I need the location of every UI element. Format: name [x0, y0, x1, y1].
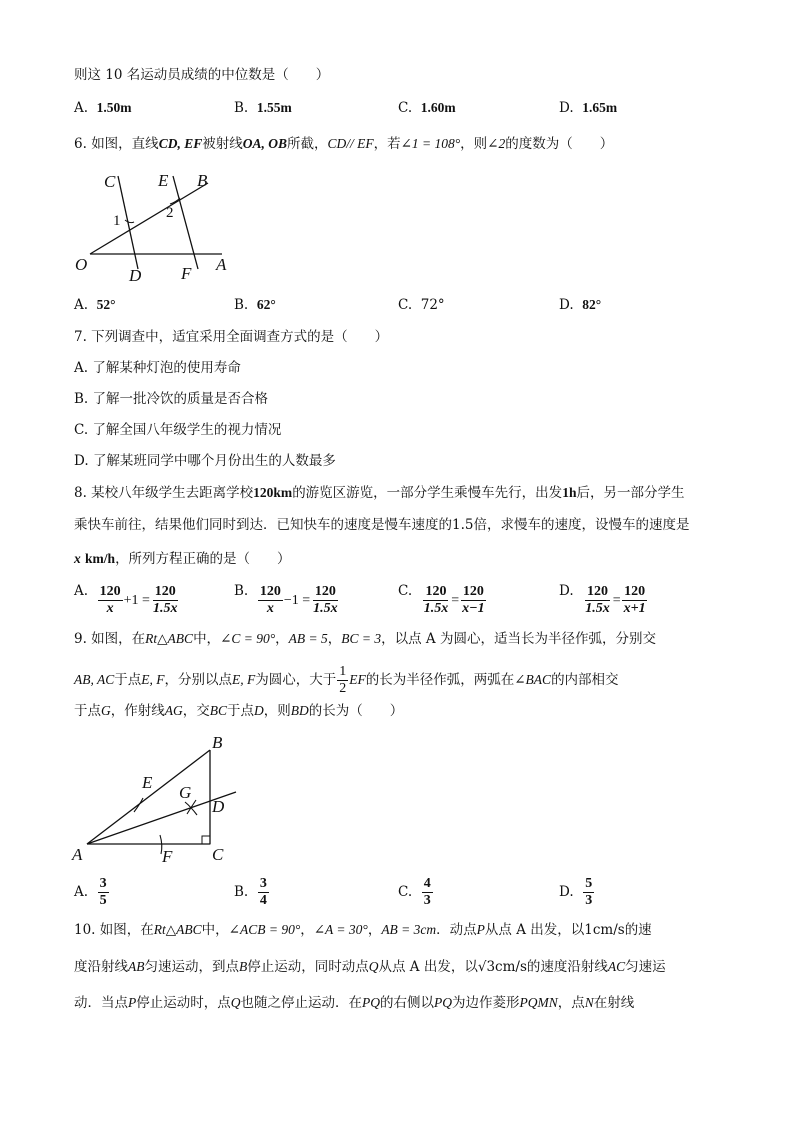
q6-text: 如图，直线: [91, 136, 159, 152]
q9-text: 中，: [193, 631, 221, 647]
numerator: 3: [99, 876, 107, 891]
q9-text: ，以点 A 为圆心，适当长为半径作弧，分别交: [381, 631, 656, 647]
q8-text: 乘快车前往，结果他们同时到达．已知快车的速度是慢车速度的: [74, 517, 452, 533]
option-label: D.: [559, 297, 574, 313]
label-d: D: [129, 266, 142, 285]
q5-stem-tail: 则这 10 名运动员成绩的中位数是（ ）: [74, 67, 330, 83]
option-value: 了解全国八年级学生的视力情况: [92, 422, 282, 438]
q8-ratio: 1.5: [452, 517, 474, 533]
q9-text: 于点: [114, 672, 142, 688]
label-2: 2: [166, 205, 174, 221]
q8-text: ，所列方程正确的是（ ）: [115, 551, 291, 567]
q10-text: 也随之停止运动．在: [240, 995, 362, 1011]
q9-stem-line2: [74, 664, 619, 697]
denominator: x+1: [623, 601, 646, 616]
option-label: A.: [74, 583, 89, 599]
label-e: E: [158, 171, 169, 190]
option-label: A.: [74, 100, 89, 116]
label-b: B: [212, 733, 223, 752]
q8-stem-line2: [74, 516, 689, 534]
q10-text: 动．当点: [74, 995, 128, 1011]
q9-bc: BC: [209, 703, 228, 718]
q9-stem-line3: [74, 702, 403, 720]
option-label: D.: [559, 100, 574, 116]
q8-distance: 120km: [253, 485, 293, 500]
q10-text: 在射线: [593, 995, 635, 1011]
q10-text: 停止运动，同时动点: [247, 959, 369, 975]
numerator: 120: [586, 584, 608, 599]
q10-q: Q: [368, 959, 379, 974]
q8-option-d[interactable]: [559, 582, 649, 617]
question-number: 6.: [74, 136, 87, 152]
q8-stem-line1: [74, 484, 684, 502]
q9-text: 的长为（ ）: [308, 703, 404, 719]
q9-option-d[interactable]: [559, 876, 595, 909]
q9-text: 的内部相交: [551, 672, 619, 688]
option-label: B.: [234, 297, 249, 313]
option-equation: [421, 584, 488, 617]
label-b: B: [197, 171, 208, 190]
label-g: G: [179, 783, 192, 802]
q9-figure: [70, 730, 250, 870]
option-value: 1.65m: [582, 100, 618, 115]
q9-option-a[interactable]: [74, 876, 110, 909]
operator: =: [451, 592, 460, 608]
option-label: B.: [234, 884, 249, 900]
line-cd: [118, 176, 138, 269]
q10-angle-a: ∠A = 30°: [313, 922, 368, 937]
q6-text: ，则: [460, 136, 488, 152]
q9-text: ，作射线: [110, 703, 165, 719]
q9-ef: EF: [349, 672, 366, 687]
ray-ob: [90, 183, 208, 254]
q8-hour: 1h: [562, 485, 577, 500]
q9-text: 于点: [227, 703, 255, 719]
denominator: x: [266, 601, 274, 616]
label-a: A: [216, 255, 227, 274]
option-label: A.: [74, 297, 89, 313]
label-f: F: [181, 264, 192, 283]
q9-g: G: [101, 703, 111, 718]
q8-stem-line3: [74, 550, 291, 568]
q10-text: 10. 如图，在: [74, 922, 154, 938]
q6-text: 所截，: [286, 136, 328, 152]
q7-option-b[interactable]: [74, 390, 268, 408]
q10-text: 为边作菱形: [452, 995, 520, 1011]
numerator: 1: [339, 664, 347, 679]
option-label: C.: [398, 100, 413, 116]
q9-bc: BC = 3: [341, 631, 382, 646]
q8-text: 倍，求慢车的速度，设慢车的速度是: [473, 517, 690, 533]
q8-text: 8. 某校八年级学生去距离学校: [74, 485, 254, 501]
q10-ab: AB: [128, 959, 145, 974]
q6-rays: OA, OB: [242, 136, 287, 151]
denominator: 3: [423, 893, 431, 908]
option-label: D.: [74, 453, 89, 469]
operator: =: [612, 592, 621, 608]
option-equation: [257, 584, 341, 617]
denominator: 1.5x: [423, 601, 449, 616]
q10-text: 从点 A 出发，以: [484, 922, 585, 938]
q10-text: 中，: [201, 922, 229, 938]
side-ab: [87, 750, 210, 844]
numerator: 120: [154, 584, 176, 599]
q9-bd: BD: [290, 703, 309, 718]
q6-angle1: ∠1 = 108°: [400, 136, 461, 151]
q10-pq: PQ: [362, 995, 380, 1010]
option-label: C.: [398, 583, 413, 599]
q10-text: 度沿射线: [74, 959, 128, 975]
denominator: 4: [259, 893, 267, 908]
q8-text: 后，另一部分学生: [576, 485, 685, 501]
numerator: 120: [624, 584, 646, 599]
numerator: 120: [259, 584, 281, 599]
q10-ab: AB = 3cm: [381, 922, 437, 937]
q10-text: 的速度沿射线: [526, 959, 608, 975]
q8-unit: km/h: [85, 551, 116, 566]
q10-text: 的右侧以: [380, 995, 434, 1011]
q9-d: D: [254, 703, 264, 718]
q6-option-d[interactable]: [559, 296, 601, 314]
q9-ab: AB = 5: [288, 631, 328, 646]
option-value: 82°: [582, 297, 602, 312]
option-equation: [97, 584, 181, 617]
q9-text: ，分别以点: [164, 672, 232, 688]
q5-option-b[interactable]: [234, 99, 292, 117]
option-value: 62°: [256, 297, 276, 312]
denominator: 1.5x: [313, 601, 338, 616]
option-label: A.: [74, 360, 89, 376]
option-label: A.: [74, 884, 89, 900]
arc-e: [134, 798, 143, 812]
label-c: C: [212, 845, 224, 864]
option-label: B.: [234, 100, 249, 116]
option-value: 1.50m: [96, 100, 132, 115]
q10-text: 匀速运动，到点: [144, 959, 239, 975]
q6-option-c[interactable]: [398, 296, 445, 314]
numerator: 3: [259, 876, 267, 891]
q9-text: ，则: [263, 703, 291, 719]
numerator: 120: [99, 584, 121, 599]
q10-p: P: [128, 995, 137, 1010]
option-value: 了解某班同学中哪个月份出生的人数最多: [92, 453, 336, 469]
operator: −1 =: [283, 592, 311, 608]
q10-stem-line2: [74, 958, 666, 976]
option-label: B.: [74, 391, 89, 407]
q10-speed1: 1cm/s: [584, 922, 625, 938]
denominator: 2: [339, 681, 347, 696]
q9-text: ，交: [182, 703, 210, 719]
q10-text: 的速: [624, 922, 652, 938]
q9-option-c[interactable]: [398, 876, 434, 909]
q6-parallel: CD// EF: [327, 136, 374, 151]
q5-option-a[interactable]: [74, 99, 132, 117]
q9-ef: E, F: [232, 672, 256, 687]
q8-var: x: [74, 551, 81, 566]
numerator: 4: [423, 876, 431, 891]
option-value: 了解某种灯泡的使用寿命: [92, 360, 241, 376]
option-equation: [582, 584, 648, 617]
q10-stem-line1: 10. 如图，在Rt△ABC中，∠ACB = 90°，∠A = 30°，AB = 3cm．动点P从点 A 出发，以1cm/s的速: [74, 922, 652, 938]
option-label: C.: [398, 297, 413, 313]
q10-p: P: [476, 922, 485, 937]
numerator: 120: [425, 584, 447, 599]
option-value: 52°: [96, 297, 116, 312]
q9-angle-c: ∠C = 90°: [220, 631, 276, 646]
denominator: x: [106, 601, 114, 616]
q10-text: 从点 A 出发，以: [378, 959, 478, 975]
q9-option-b[interactable]: [234, 876, 270, 909]
option-label: B.: [234, 583, 249, 599]
q10-angle-acb: ∠ACB = 90°: [228, 922, 301, 937]
denominator: 1.5x: [152, 601, 178, 616]
q10-text: ．动点: [436, 922, 477, 938]
q10-speed2: √3cm/s: [477, 959, 527, 975]
numerator: 5: [585, 876, 593, 891]
operator: +1 =: [123, 592, 150, 608]
q10-pq: PQ: [434, 995, 452, 1010]
q6-text: ，若: [373, 136, 401, 152]
label-1: 1: [113, 213, 121, 229]
q9-triangle: Rt△ABC: [145, 631, 194, 646]
q9-ag: AG: [164, 703, 183, 718]
angle1-arc: [125, 220, 134, 223]
label-o: O: [75, 255, 88, 274]
q9-text: 于点: [74, 703, 101, 719]
q10-pqmn: PQMN: [519, 995, 558, 1010]
q6-figure: [70, 168, 250, 288]
q9-text: 9. 如图，在: [74, 631, 146, 647]
numerator: 120: [314, 584, 336, 599]
label-f: F: [162, 847, 173, 866]
denominator: 5: [99, 893, 107, 908]
q9-sides: AB, AC: [74, 672, 115, 687]
q7-stem: 7. 下列调查中，适宜采用全面调查方式的是（ ）: [74, 329, 389, 345]
q6-text: 的度数为（ ）: [505, 136, 614, 152]
label-a: A: [72, 845, 83, 864]
q6-text: 被射线: [202, 136, 243, 152]
q10-ac: AC: [607, 959, 626, 974]
option-value: 了解一批冷饮的质量是否合格: [92, 391, 269, 407]
option-value: 72°: [420, 297, 445, 313]
option-label: C.: [74, 422, 89, 438]
denominator: 1.5x: [585, 601, 610, 616]
label-d: D: [212, 797, 225, 816]
denominator: 3: [585, 893, 593, 908]
label-e: E: [142, 773, 153, 792]
q9-stem-line1: 9. 如图，在Rt△ABC中，∠C = 90°，AB = 5，BC = 3，以点 A 为圆心，适当长为半径作弧，分别交: [74, 631, 656, 647]
q6-lines: CD, EF: [158, 136, 203, 151]
q7-option-d[interactable]: [74, 452, 336, 470]
q8-option-c[interactable]: [398, 582, 488, 617]
q9-text: 为圆心，大于: [255, 672, 337, 688]
option-label: D.: [559, 583, 574, 599]
numerator: 120: [462, 584, 484, 599]
option-label: D.: [559, 884, 574, 900]
right-angle-mark: [202, 836, 210, 844]
option-value: 1.60m: [420, 100, 456, 115]
q10-text: ，点: [557, 995, 585, 1011]
option-label: C.: [398, 884, 413, 900]
q6-stem: [74, 135, 613, 153]
line-ef: [173, 176, 198, 269]
q5-option-d[interactable]: [559, 99, 617, 117]
q8-option-a[interactable]: [74, 582, 180, 617]
q10-triangle: Rt△ABC: [153, 922, 202, 937]
q7-option-a[interactable]: [74, 359, 241, 377]
q10-q: Q: [230, 995, 241, 1010]
q10-b: B: [239, 959, 248, 974]
option-value: 1.55m: [256, 100, 292, 115]
q6-option-a[interactable]: [74, 296, 116, 314]
q5-option-c[interactable]: [398, 99, 456, 117]
q7-option-c[interactable]: [74, 421, 281, 439]
q6-option-b[interactable]: [234, 296, 276, 314]
denominator: x−1: [462, 601, 485, 616]
q10-text: 匀速运: [625, 959, 666, 975]
q9-ef: E, F: [141, 672, 165, 687]
q10-stem-line3: [74, 994, 634, 1012]
label-c: C: [104, 172, 116, 191]
q10-text: 停止运动时，点: [136, 995, 231, 1011]
q8-text: 的游览区游览，一部分学生乘慢车先行，出发: [292, 485, 563, 501]
q9-angle-bac: ∠BAC: [514, 672, 552, 687]
q8-option-b[interactable]: [234, 582, 341, 617]
q6-angle2: ∠2: [487, 136, 506, 151]
q9-text: 的长为半径作弧，两弧在: [365, 672, 515, 688]
q10-n: N: [584, 995, 594, 1010]
